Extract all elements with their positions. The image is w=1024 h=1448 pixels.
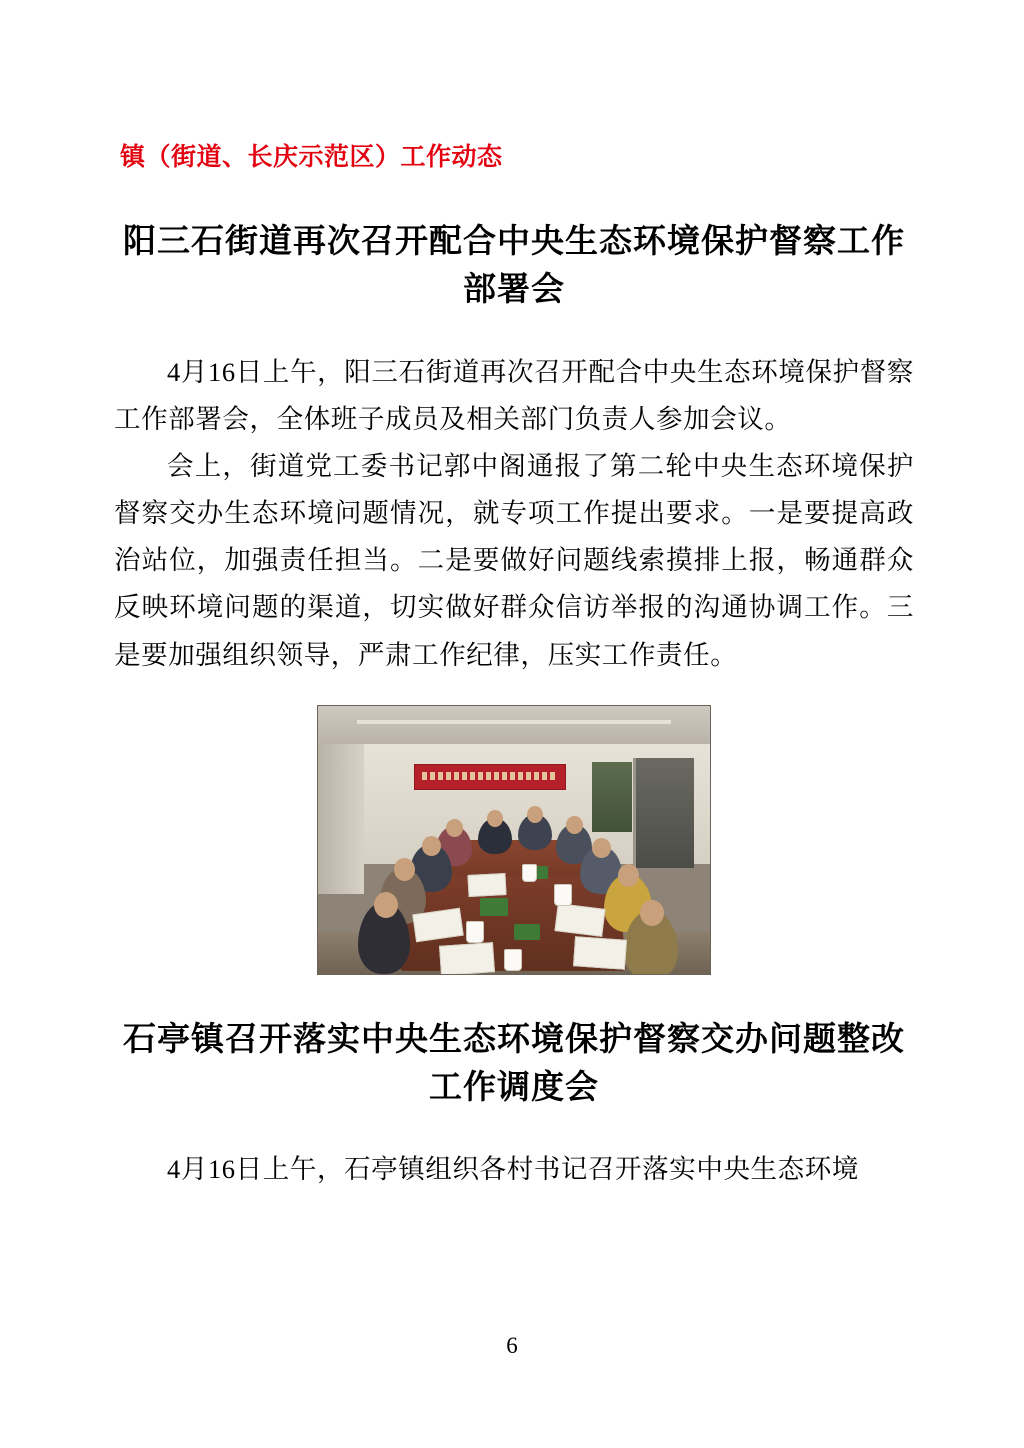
article-1-photo-wrap bbox=[114, 705, 914, 975]
photo-ceiling bbox=[318, 706, 710, 746]
article-1-body bbox=[114, 349, 914, 679]
photo-person-head bbox=[487, 810, 503, 827]
photo-cup bbox=[554, 884, 572, 906]
page-content bbox=[114, 140, 914, 1194]
photo-cup bbox=[466, 921, 484, 943]
photo-person-head bbox=[592, 838, 611, 858]
photo-paper bbox=[554, 903, 605, 937]
photo-paper bbox=[467, 873, 506, 897]
photo-table-item bbox=[514, 924, 540, 940]
article-title-2: 石亭镇召开落实中央生态环境保护督察交办问题整改工作调度会 bbox=[123, 1021, 905, 1106]
photo-person-head bbox=[566, 816, 583, 834]
photo-person-head bbox=[394, 858, 415, 881]
page-number: 6 bbox=[506, 1333, 518, 1358]
article-1-paragraph-1: 4月16日上午，阳三石街道再次召开配合中央生态环境保护督察工作部署会，全体班子成员及相关部门负责人参加会议。 bbox=[114, 356, 914, 434]
section-header: 镇（街道、长庆示范区）工作动态 bbox=[120, 143, 503, 171]
photo-cup bbox=[522, 864, 537, 882]
photo-left-wall bbox=[318, 744, 364, 894]
photo-person-head bbox=[446, 819, 463, 837]
photo-cup bbox=[504, 949, 522, 971]
photo-person-head bbox=[640, 900, 664, 926]
article-title-1: 阳三石街道再次召开配合中央生态环境保护督察工作部署会 bbox=[123, 224, 905, 308]
photo-paper bbox=[573, 936, 627, 970]
photo-door bbox=[633, 758, 694, 868]
article-1-paragraph-2: 会上，街道党工委书记郭中阁通报了第二轮中央生态环境保护督察交办生态环境问题情况，就专项工作提出要求。一是要提高政治站位，加强责任担当。二是要做好问题线索摸排上报，畅通群众反映环境问题的渠道，切实做好群众信访举报的沟通协调工作。三是要加强组织领导，严肃工作纪律，压实工作责任。 bbox=[114, 451, 914, 670]
article-2-paragraph-1: 4月16日上午，石亭镇组织各村书记召开落实中央生态环境 bbox=[167, 1154, 859, 1185]
photo-table-item bbox=[480, 898, 508, 916]
article-2-body bbox=[114, 1146, 914, 1193]
photo-window bbox=[592, 762, 632, 832]
meeting-photo bbox=[317, 705, 711, 975]
photo-person-head bbox=[618, 864, 639, 887]
photo-red-banner bbox=[414, 764, 566, 790]
photo-person-head bbox=[527, 806, 543, 823]
photo-person-head bbox=[422, 836, 441, 856]
photo-person-head bbox=[374, 892, 398, 918]
photo-paper bbox=[439, 942, 495, 975]
